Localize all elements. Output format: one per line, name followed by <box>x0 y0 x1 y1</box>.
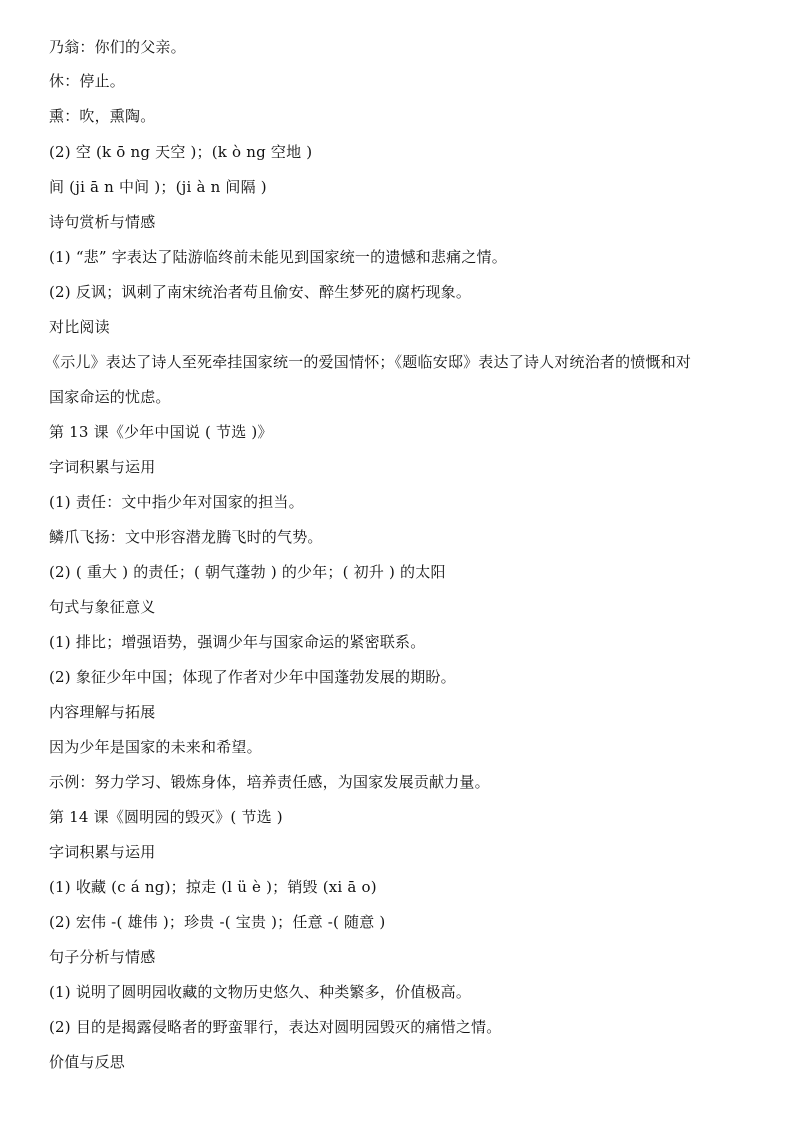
section-heading: 对比阅读 <box>49 318 110 336</box>
section-heading: 句式与象征意义 <box>49 598 156 616</box>
text-line: 间 (ji ā n 中间 )；(ji à n 间隔 ) <box>49 178 267 196</box>
section-heading: 诗句赏析与情感 <box>49 213 156 231</box>
text-line: (2) 反讽；讽刺了南宋统治者苟且偷安、醉生梦死的腐朽现象。 <box>49 283 472 301</box>
text-line: 乃翁：你们的父亲。 <box>49 38 186 56</box>
text-line: 国家命运的忧虑。 <box>49 388 171 406</box>
text-line: (1) 排比；增强语势，强调少年与国家命运的紧密联系。 <box>49 633 426 651</box>
text-line: 示例：努力学习、锻炼身体，培养责任感，为国家发展贡献力量。 <box>49 773 490 791</box>
text-line: (2) 象征少年中国；体现了作者对少年中国蓬勃发展的期盼。 <box>49 668 456 686</box>
lesson-title: 第 13 课《少年中国说 ( 节选 )》 <box>49 423 273 441</box>
section-heading: 价值与反思 <box>49 1053 126 1071</box>
section-heading: 字词积累与运用 <box>49 843 156 861</box>
section-heading: 字词积累与运用 <box>49 458 156 476</box>
section-heading: 句子分析与情感 <box>49 948 156 966</box>
text-line: 鳞爪飞扬：文中形容潜龙腾飞时的气势。 <box>49 528 323 546</box>
text-line: (2) 目的是揭露侵略者的野蛮罪行，表达对圆明园毁灭的痛惜之情。 <box>49 1018 502 1036</box>
text-line: (2) 空 (k ō ng 天空 )；(k ò ng 空地 ) <box>49 143 313 161</box>
text-line: 因为少年是国家的未来和希望。 <box>49 738 262 756</box>
text-line: (1) 收藏 (c á ng)；掠走 (l ü è )；销毁 (xi ā o) <box>49 878 377 896</box>
text-line: (1) 说明了圆明园收藏的文物历史悠久、种类繁多，价值极高。 <box>49 983 472 1001</box>
text-line: 熏：吹，熏陶。 <box>49 107 156 125</box>
lesson-title: 第 14 课《圆明园的毁灭》( 节选 ) <box>49 808 283 826</box>
section-heading: 内容理解与拓展 <box>49 703 156 721</box>
text-line: (1) 责任：文中指少年对国家的担当。 <box>49 493 304 511</box>
text-line: (2) ( 重大 ) 的责任；( 朝气蓬勃 ) 的少年；( 初升 ) 的太阳 <box>49 563 446 581</box>
text-line: (1) “悲” 字表达了陆游临终前未能见到国家统一的遗憾和悲痛之情。 <box>49 248 507 266</box>
text-line: 休：停止。 <box>49 72 126 90</box>
text-line: 《示儿》表达了诗人至死牵挂国家统一的爱国情怀；《题临安邸》表达了诗人对统治者的愤慨和对 <box>45 353 692 371</box>
text-line: (2) 宏伟 -( 雄伟 )；珍贵 -( 宝贵 )；任意 -( 随意 ) <box>49 913 386 931</box>
